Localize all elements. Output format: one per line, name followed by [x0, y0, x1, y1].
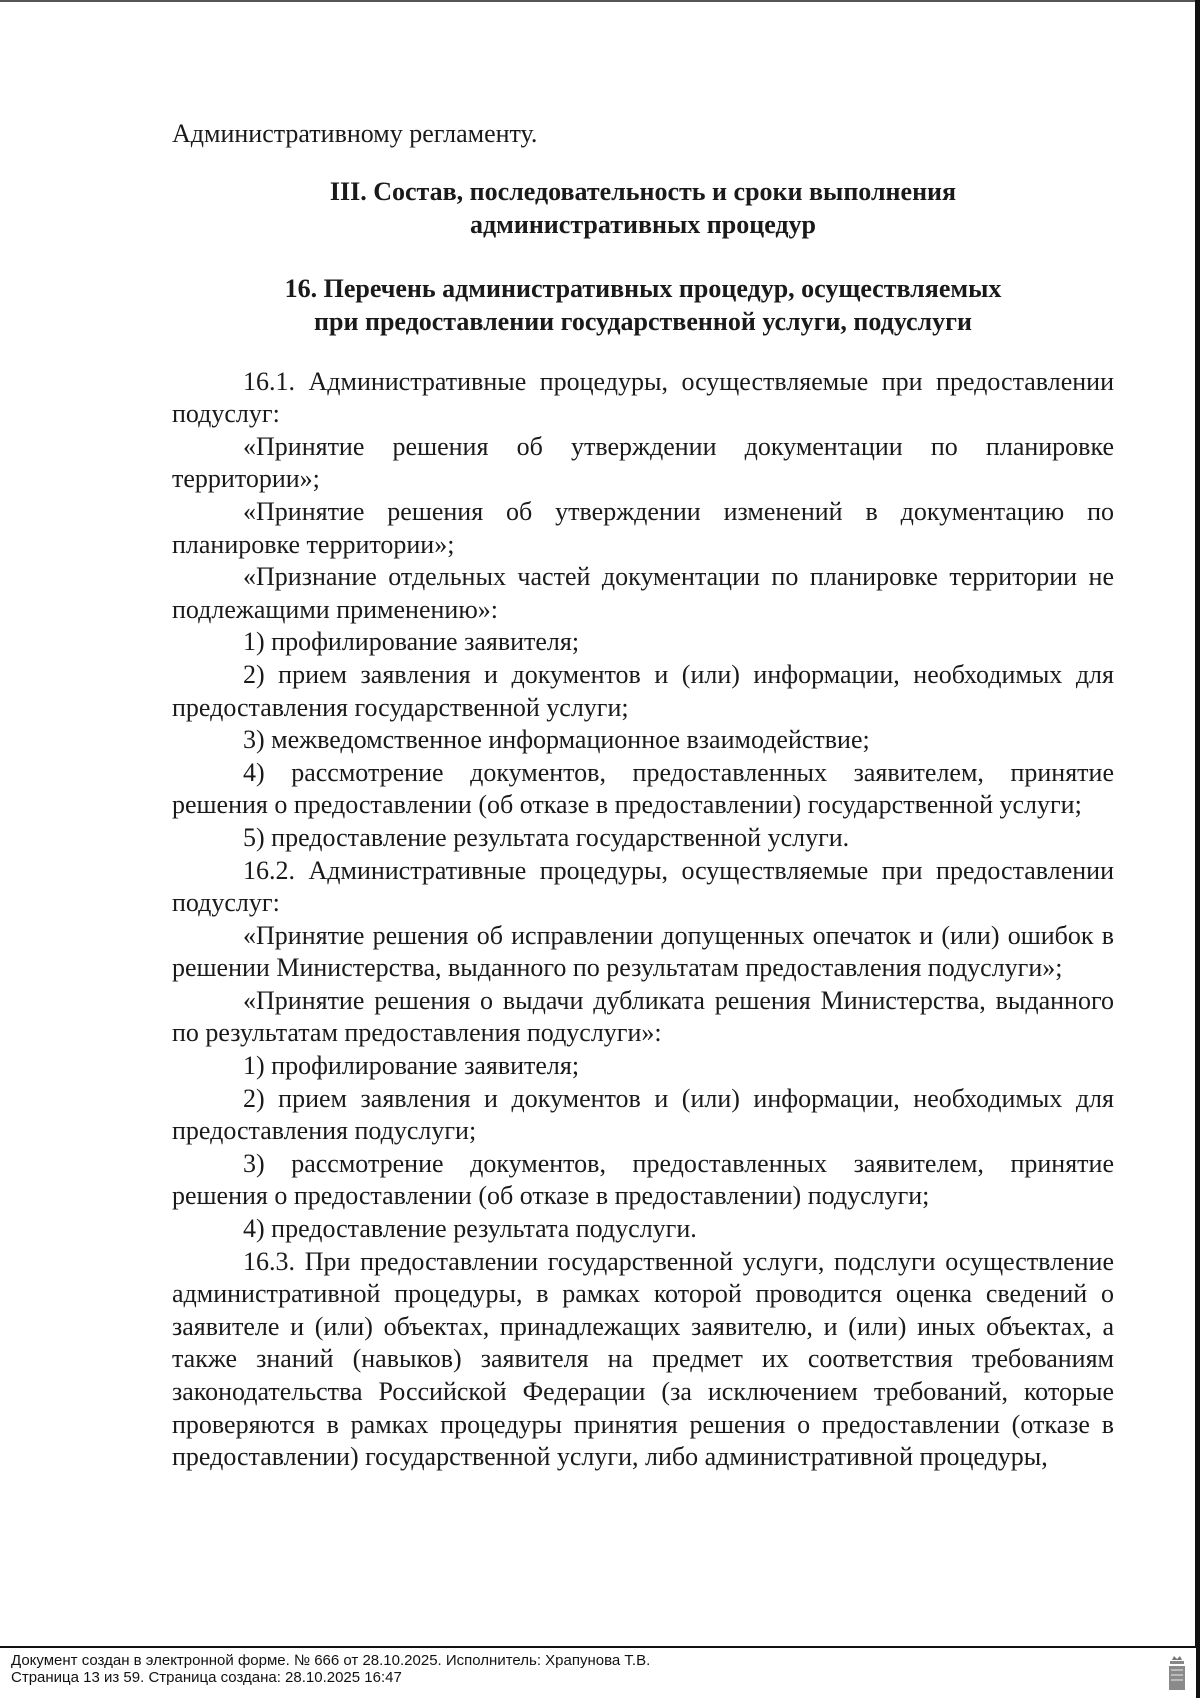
paragraph: 16.1. Административные процедуры, осуществляемые при предоставлении подуслуг: — [172, 366, 1114, 429]
page-top-edge — [0, 0, 1200, 2]
paragraph: 4) предоставление результата подуслуги. — [243, 1214, 697, 1244]
paragraph: «Признание отдельных частей документации по планировке территории не подлежащими применению»: — [172, 562, 1114, 624]
document-footer — [0, 1646, 1196, 1700]
paragraph: «Принятие решения об исправлении допущенных опечаток и (или) ошибок в решении Министерства, выданного по результатам предоставления подуслуги»; — [172, 920, 1114, 983]
footer-line-1: Документ создан в электронной форме. № 666 от 28.10.2025. Исполнитель: Храпунова Т.В. — [11, 1652, 651, 1669]
subsection-heading-line-2: при предоставлении государственной услуги, подуслуги — [314, 306, 972, 336]
document-body — [172, 118, 1114, 1474]
section-heading-line-2: административных процедур — [469, 209, 817, 239]
page-right-edge — [1195, 0, 1200, 1698]
paragraph: 1) профилирование заявителя; — [243, 1051, 580, 1081]
paragraph: «Принятие решения о выдачи дубликата решения Министерства, выданного по результатам предоставления подуслуги»: — [172, 985, 1114, 1048]
paragraph: 5) предоставление результата государственной услуги. — [243, 822, 850, 852]
paragraph: 3) межведомственное информационное взаимодействие; — [243, 725, 870, 755]
paragraph: 2) прием заявления и документов и (или) информации, необходимых для предоставления государственной услуги; — [172, 659, 1114, 722]
subsection-heading-line-1: 16. Перечень административных процедур, осуществляемых — [284, 273, 1002, 303]
subsection-heading — [172, 272, 1114, 338]
paragraph: «Принятие решения об утверждении изменений в документацию по планировке территории»; — [172, 496, 1114, 559]
footer-line-2: Страница 13 из 59. Страница создана: 28.10.2025 16:47 — [11, 1669, 402, 1686]
paragraph-list — [172, 366, 1114, 1474]
paragraph: 1) профилирование заявителя; — [243, 627, 580, 657]
paragraph: «Принятие решения об утверждении документации по планировке территории»; — [172, 431, 1114, 494]
section-heading — [172, 175, 1114, 241]
paragraph: 16.3. При предоставлении государственной услуги, подслуги осуществление административной процедуры, в рамках которой проводится оценка сведений о заявителе и (или) объектах, принадлежащих заявителю, и (или) иных объектах, а также знаний (навыков) заявителя на предмет их соответствия требованиям законодательства Российской Федерации (за исключением требований, которые проверяются в рамках процедуры принятия решения о предоставлении (отказе в предоставлении) государственной услуги, либо административной процедуры, — [172, 1246, 1114, 1472]
paragraph: 4) рассмотрение документов, предоставленных заявителем, принятие решения о предоставлении (об отказе в предоставлении) государственной услуги; — [172, 757, 1114, 820]
section-heading-line-1: III. Состав, последовательность и сроки выполнения — [329, 176, 957, 206]
intro-line: Административному регламенту. — [172, 119, 538, 148]
paragraph: 3) рассмотрение документов, предоставленных заявителем, принятие решения о предоставлении (об отказе в предоставлении) подуслуги; — [172, 1148, 1114, 1211]
document-seal-icon — [1166, 1654, 1188, 1692]
footer-text — [11, 1652, 650, 1686]
paragraph: 16.2. Административные процедуры, осуществляемые при предоставлении подуслуг: — [172, 855, 1114, 918]
paragraph: 2) прием заявления и документов и (или) информации, необходимых для предоставления подуслуги; — [172, 1083, 1114, 1146]
